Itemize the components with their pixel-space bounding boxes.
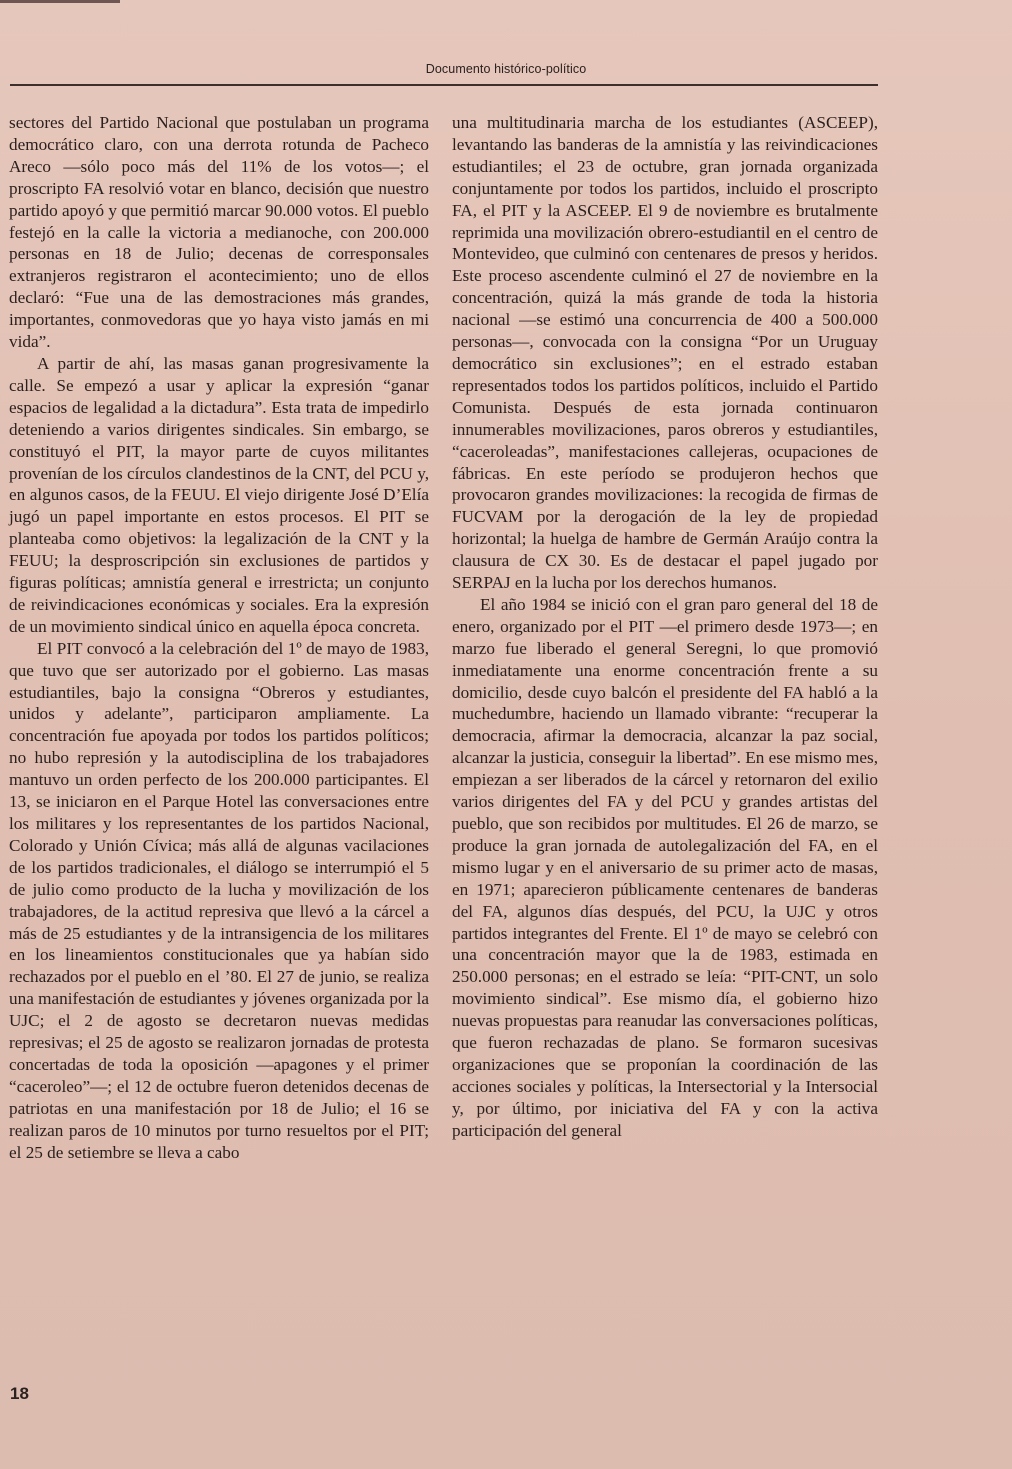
paragraph: El PIT convocó a la celebración del 1º de mayo de 1983, que tuvo que ser autorizado por el gobierno. Las masas estudiantiles, bajo la consigna “Obreros y estudiantes, unidos y adelante”, participaron ampliamente. La concentración fue apoyada por todos los partidos políticos; no hubo represión y la autodisciplina de los trabajadores mantuvo un orden perfecto de los 200.000 participantes. El 13, se iniciaron en el Parque Hotel las conversaciones entre los militares y los representantes de los partidos Nacional, Colorado y Unión Cívica; más allá de algunas vacilaciones de los partidos tradicionales, el diálogo se interrumpió el 5 de julio como producto de la lucha y movilización de los trabajadores, de la actitud represiva que llevó a la cárcel a más de 25 estudiantes y de la intransigencia de los militares en los lineamientos constitucionales que ya habían sido rechazados por el pueblo en el ’80. El 27 de junio, se realiza una manifestación de estudiantes y jóvenes organizada por la UJC; el 2 de agosto se decretaron nuevas medidas represivas; el 25 de agosto se realizaron jornadas de protesta concertadas de toda la oposición —apagones y el primer “caceroleo”—; el 12 de octubre fueron detenidos decenas de patriotas en una manifestación por 18 de Julio; el 16 se realizan paros de 10 minutos por turno resueltos por el PIT; el 25 de setiembre se lleva a cabo xyxy=(9,638,429,1162)
top-edge-rule xyxy=(0,0,120,3)
page-number: 18 xyxy=(10,1384,29,1403)
paragraph: El año 1984 se inició con el gran paro general del 18 de enero, organizado por el PIT —el primero desde 1973—; en marzo fue liberado el general Seregni, lo que promovió inmediatamente una enorme concentración frente a su domicilio, desde cuyo balcón el presidente del FA habló a la muchedumbre, haciendo un llamado vibrante: “recuperar la democracia, afirmar la democracia, alcanzar la paz social, alcanzar la justicia, conseguir la libertad”. En ese mismo mes, empiezan a ser liberados de la cárcel y retornaron del exilio varios dirigentes del FA y del PCU y grandes artistas del pueblo, que son recibidos por multitudes. El 26 de marzo, se produce la gran jornada de autolegalización del FA, en el mismo lugar y en el aniversario de su primer acto de masas, en 1971; aparecieron públicamente centenares de banderas del FA, algunos días después, del PCU, la UJC y otros partidos integrantes del Frente. El 1º de mayo se celebró con una concentración mayor que la de 1983, estimada en 250.000 personas; en el estrado se leía: “PIT-CNT, un solo movimiento sindical”. Ese mismo día, el gobierno hizo nuevas propuestas para reanudar las conversaciones políticas, que fueron rechazadas de plano. Se formaron sucesivas organizaciones que se proponían la coordinación de las acciones sociales y políticas, la Intersectorial y la Intersocial y, por último, por iniciativa del FA y con la activa participación del general xyxy=(452,594,878,1140)
paragraph: una multitudinaria marcha de los estudiantes (ASCEEP), levantando las banderas de la amnistía y las reivindicaciones estudiantiles; el 23 de octubre, gran jornada organizada conjuntamente por todos los partidos, incluido el proscripto FA, el PIT y la ASCEEP. El 9 de noviembre es brutalmente reprimida una movilización obrero-estudiantil en el centro de Montevideo, que culminó con centenares de presos y heridos. Este proceso ascendente culminó el 27 de noviembre en la concentración, quizá la más grande de toda la historia nacional —se estimó una concurrencia de 400 a 500.000 personas—, convocada con la consigna “Por un Uruguay democrático sin exclusiones”; en el estrado estaban representados todos los partidos políticos, incluido el Partido Comunista. Después de esta jornada continuaron innumerables movilizaciones, paros obreros y estudiantiles, “caceroleadas”, manifestaciones callejeras, ocupaciones de fábricas. En este período se produjeron hechos que provocaron grandes movilizaciones: la recogida de firmas de FUCVAM por la derogación de la ley de propiedad horizontal; la huelga de hambre de Germán Araújo contra la clausura de CX 30. Es de destacar el papel jugado por SERPAJ en la lucha por los derechos humanos. xyxy=(452,113,878,593)
left-column xyxy=(9,112,429,1164)
paragraph: A partir de ahí, las masas ganan progresivamente la calle. Se empezó a usar y aplicar la expresión “ganar espacios de legalidad a la dictadura”. Esta trata de impedirlo deteniendo a varios dirigentes sindicales. Sin embargo, se constituyó el PIT, la mayor parte de cuyos militantes provenían de los círculos clandestinos de la CNT, del PCU y, en algunos casos, de la FEUU. El viejo dirigente José D’Elía jugó un papel importante en estos procesos. El PIT se planteaba como objetivos: la legalización de la CNT y la FEUU; la desproscripción sin exclusiones de partidos y figuras políticas; amnistía general e irrestricta; un conjunto de reivindicaciones económicas y sociales. Era la expresión de un movimiento sindical único en aquella época concreta. xyxy=(9,353,429,636)
right-column xyxy=(452,112,878,1142)
paragraph: sectores del Partido Nacional que postulaban un programa democrático claro, con una derrota rotunda de Pacheco Areco —sólo poco más del 11% de los votos—; el proscripto FA resolvió votar en blanco, decisión que nuestro partido apoyó y que permitió marcar 90.000 votos. El pueblo festejó en la calle la victoria a medianoche, con 200.000 personas en 18 de Julio; decenas de corresponsales extranjeros registraron el acontecimiento; uno de ellos declaró: “Fue una de las demostraciones más grandes, importantes, conmovedoras que yo haya visto jamás en mi vida”. xyxy=(9,113,429,352)
header-rule xyxy=(10,84,878,86)
running-header: Documento histórico-político xyxy=(425,62,587,76)
